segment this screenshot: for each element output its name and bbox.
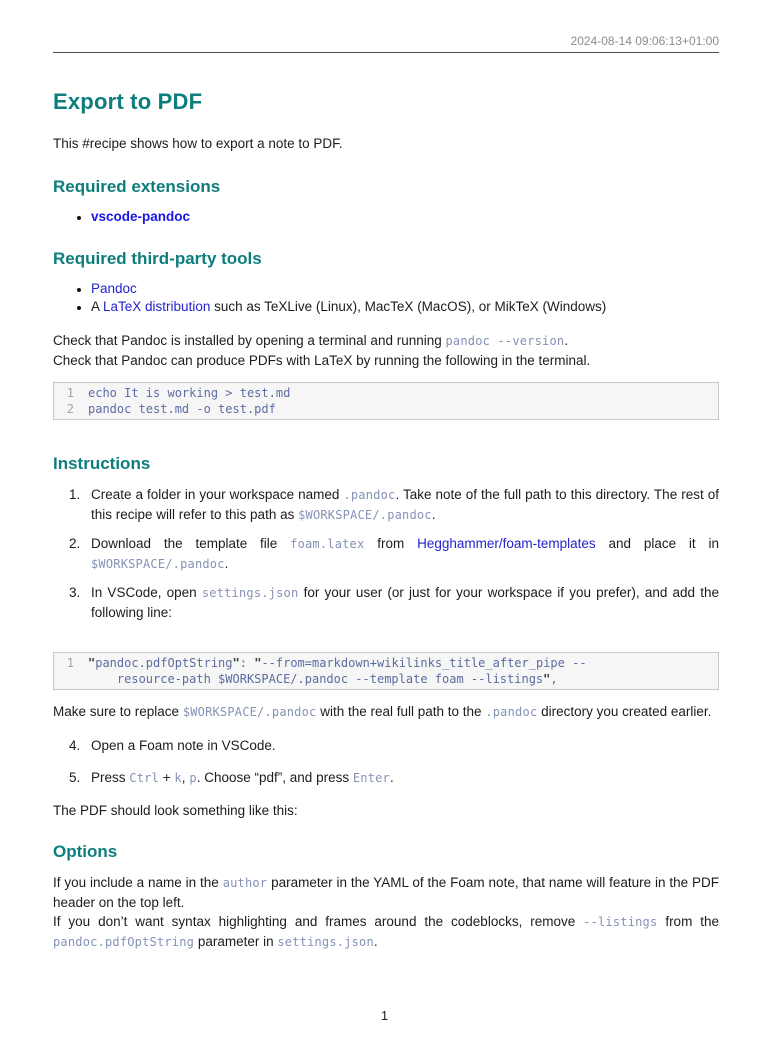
- instruction-item: [53, 485, 719, 525]
- text-span: from: [364, 535, 418, 551]
- inline-code: k: [174, 770, 182, 785]
- paragraph-line: [53, 873, 719, 912]
- text-span: directory you created earlier.: [537, 703, 712, 719]
- inline-code: settings.json: [201, 585, 299, 600]
- link-vscode-pandoc[interactable]: vscode-pandoc: [91, 209, 191, 224]
- code-text: [88, 671, 558, 687]
- paragraph-line: [53, 351, 719, 370]
- text-span: Press: [91, 769, 130, 785]
- code-text: pandoc.pdfOptString: [95, 655, 233, 670]
- link-foam-templates[interactable]: Hegghammer/foam-templates: [417, 535, 596, 551]
- text-span: parameter in: [194, 933, 278, 949]
- text-span: .: [431, 506, 436, 522]
- section-heading-instructions: Instructions: [53, 453, 151, 473]
- code-text: [88, 385, 290, 401]
- text-span: parameter in the YAML of the Foam note, that name will feature in the PDF header on the top left.: [53, 874, 719, 910]
- inline-code: Ctrl: [129, 770, 159, 785]
- inline-code: author: [222, 875, 268, 890]
- inline-code: Enter: [352, 770, 390, 785]
- inline-code: .pandoc: [485, 704, 538, 719]
- inline-code: $WORKSPACE/.pandoc: [298, 507, 432, 522]
- page-header: [53, 34, 719, 48]
- text-span: If you don’t want syntax highlighting and frames around the codeblocks, remove: [53, 913, 584, 929]
- check-paragraph: [53, 331, 719, 370]
- text-span: Create a folder in your workspace named: [91, 486, 344, 502]
- list-item: [91, 208, 719, 227]
- code-delimiter: ": [88, 655, 96, 670]
- text-span: .: [373, 933, 378, 949]
- inline-code: pandoc --version: [445, 333, 565, 348]
- list-item: [91, 280, 719, 299]
- code-text: --from=markdown+wikilinks_title_after_pipe --: [261, 655, 587, 670]
- code-line: [58, 671, 710, 687]
- code-text: :: [239, 655, 255, 670]
- inline-code: foam.latex: [290, 536, 365, 551]
- instructions-list-1-3: [53, 485, 719, 622]
- paragraph-line: [53, 331, 719, 351]
- list-item: [91, 298, 719, 317]
- text-span: The PDF should look something like this:: [53, 802, 298, 818]
- code-text: echo It is working > test.md: [88, 385, 291, 400]
- line-number: 1: [66, 385, 74, 400]
- required-extensions-list: [53, 208, 719, 227]
- text-span: .: [224, 555, 229, 571]
- code-text: ,: [550, 671, 558, 686]
- text-span: such as TeXLive (Linux), MacTeX (MacOS), or MikTeX (Windows): [210, 299, 607, 314]
- text-span: This #recipe shows how to export a note to PDF.: [53, 136, 343, 151]
- text-span: .: [389, 769, 394, 785]
- code-text: resource-path $WORKSPACE/.pandoc --template foam --listings: [88, 671, 544, 686]
- code-block-settings: [53, 652, 719, 690]
- text-span: +: [158, 769, 175, 785]
- text-span: for your user (or just for your workspace if you prefer), and add the following line:: [91, 584, 720, 620]
- page-number: 1: [380, 1008, 389, 1023]
- text-span: . Take note of the full path to this directory. The rest of this recipe will refer to this path as: [91, 486, 719, 522]
- pdf-note-paragraph: [53, 801, 719, 820]
- header-rule: [53, 52, 719, 53]
- link-pandoc[interactable]: Pandoc: [91, 280, 137, 296]
- intro-paragraph: [53, 134, 719, 153]
- text-span: with the real full path to the: [316, 703, 486, 719]
- code-line: [58, 655, 710, 671]
- required-tools-list: [53, 280, 719, 317]
- instruction-item: [53, 583, 719, 622]
- inline-code: $WORKSPACE/.pandoc: [91, 556, 225, 571]
- code-block-terminal: [53, 382, 719, 420]
- code-text: pandoc test.md -o test.pdf: [88, 401, 276, 416]
- text-span: .: [564, 332, 569, 348]
- code-text: [88, 655, 587, 671]
- instructions-list-4-5: [53, 736, 719, 788]
- options-paragraph: [53, 873, 719, 952]
- text-span: A: [91, 299, 104, 314]
- page-title: Export to PDF: [53, 89, 203, 114]
- text-span: ,: [181, 769, 190, 785]
- code-text: [88, 401, 276, 417]
- line-number: 1: [66, 655, 74, 670]
- text-span: If you include a name in the: [53, 874, 223, 890]
- inline-code: --listings: [583, 914, 658, 929]
- page-footer: [0, 1008, 769, 1023]
- inline-code: p: [189, 770, 197, 785]
- inline-code: $WORKSPACE/.pandoc: [182, 704, 317, 719]
- code-delimiter: ": [543, 671, 551, 686]
- text-span: In VSCode, open: [91, 584, 202, 600]
- code-line: [58, 385, 710, 401]
- section-heading-required-tools: Required third-party tools: [53, 248, 262, 268]
- text-span: and place it in: [595, 535, 719, 551]
- paragraph-line: [53, 912, 719, 952]
- text-span: . Choose “pdf”, and press: [196, 769, 353, 785]
- section-heading-required-extensions: Required extensions: [53, 177, 221, 196]
- section-heading-options: Options: [53, 841, 118, 861]
- code-line: [58, 401, 710, 417]
- timestamp: 2024-08-14 09:06:13+01:00: [570, 34, 719, 48]
- text-span: Check that Pandoc can produce PDFs with LaTeX by running the following in the terminal.: [53, 352, 591, 368]
- line-number: 2: [66, 401, 74, 416]
- code-delimiter: ": [254, 655, 262, 670]
- instruction-item: [53, 534, 719, 574]
- replace-paragraph: [53, 702, 719, 722]
- text-span: from the: [657, 913, 719, 929]
- instruction-item: [53, 768, 719, 788]
- text-span: Open a Foam note in VSCode.: [91, 737, 276, 753]
- text-span: Check that Pandoc is installed by opening a terminal and running: [53, 332, 446, 348]
- link-latex-distribution[interactable]: LaTeX distribution: [103, 299, 211, 314]
- text-span: Download the template file: [91, 535, 291, 551]
- text-span: Make sure to replace: [53, 703, 183, 719]
- line-number: [58, 671, 74, 687]
- instruction-item: [53, 736, 719, 755]
- code-delimiter: ": [232, 655, 240, 670]
- inline-code: .pandoc: [343, 487, 396, 502]
- inline-code: pandoc.pdfOptString: [53, 934, 195, 949]
- inline-code: settings.json: [277, 934, 374, 949]
